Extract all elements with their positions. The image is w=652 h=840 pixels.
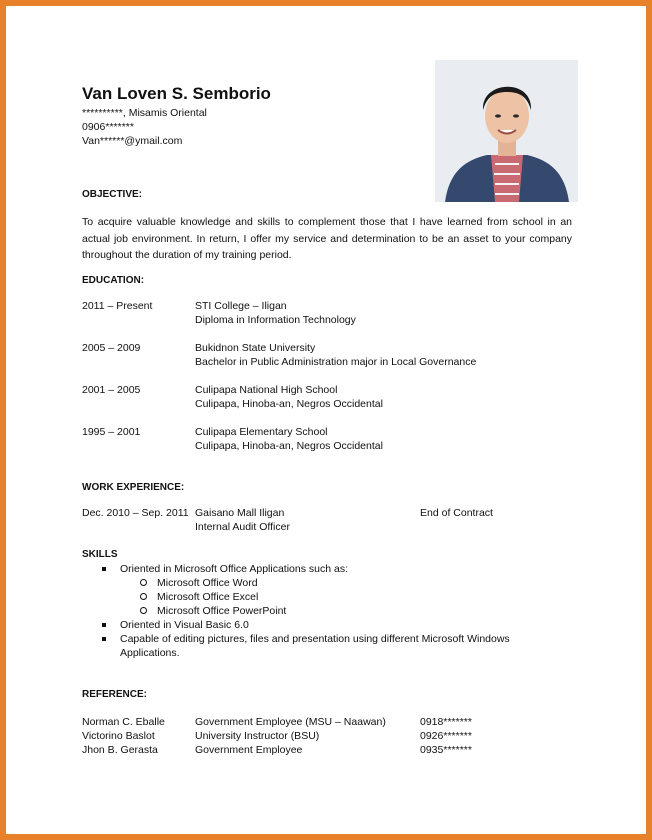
education-heading: EDUCATION: bbox=[82, 275, 145, 286]
sub-skill-item bbox=[140, 590, 258, 604]
circle-bullet-icon bbox=[140, 593, 147, 600]
work-dates: Dec. 2010 – Sep. 2011 bbox=[82, 507, 189, 519]
objective-text: To acquire valuable knowledge and skills to complement those that I have learned from school in an actual job environment. In return, I offer my service and determination to be an asset to your company throughout the duration of my training period. bbox=[82, 216, 572, 261]
education-school: Bukidnon State University bbox=[195, 342, 316, 354]
email: Van******@ymail.com bbox=[82, 135, 183, 147]
reference-role: Government Employee (MSU – Naawan) bbox=[195, 716, 386, 728]
skill-text-continued: Applications. bbox=[120, 647, 180, 659]
skill-text: Capable of editing pictures, files and presentation using different Microsoft Windows bbox=[120, 633, 510, 645]
bullet-icon bbox=[102, 623, 106, 627]
education-years: 2001 – 2005 bbox=[82, 384, 141, 396]
person-portrait-icon bbox=[435, 60, 578, 202]
education-school: Culipapa National High School bbox=[195, 384, 338, 396]
sub-skill-item bbox=[140, 604, 286, 618]
applicant-name: Van Loven S. Semborio bbox=[82, 84, 271, 103]
work-position: Internal Audit Officer bbox=[195, 521, 290, 533]
reference-role: Government Employee bbox=[195, 744, 303, 756]
bullet-icon bbox=[102, 637, 106, 641]
education-detail: Culipapa, Hinoba-an, Negros Occidental bbox=[195, 398, 383, 410]
work-heading: WORK EXPERIENCE: bbox=[82, 482, 185, 493]
reference-name: Victorino Baslot bbox=[82, 730, 155, 742]
skill-item bbox=[102, 618, 249, 632]
circle-bullet-icon bbox=[140, 579, 147, 586]
education-years: 1995 – 2001 bbox=[82, 426, 141, 438]
sub-skill-text: Microsoft Office PowerPoint bbox=[157, 605, 287, 617]
education-years: 2005 – 2009 bbox=[82, 342, 141, 354]
reference-role: University Instructor (BSU) bbox=[195, 730, 320, 742]
reference-phone: 0926******* bbox=[420, 730, 472, 742]
reference-name: Norman C. Eballe bbox=[82, 716, 165, 728]
phone: 0906******* bbox=[82, 121, 134, 133]
skill-text: Oriented in Microsoft Office Applications such as: bbox=[120, 563, 348, 575]
sub-skill-text: Microsoft Office Word bbox=[157, 577, 258, 589]
address: **********, Misamis Oriental bbox=[82, 107, 207, 119]
work-company: Gaisano Mall Iligan bbox=[195, 507, 285, 519]
sub-skill-text: Microsoft Office Excel bbox=[157, 591, 259, 603]
reference-phone: 0918******* bbox=[420, 716, 472, 728]
education-school: Culipapa Elementary School bbox=[195, 426, 328, 438]
skills-heading: SKILLS bbox=[82, 549, 118, 560]
profile-photo bbox=[435, 60, 578, 202]
reference-heading: REFERENCE: bbox=[82, 689, 148, 700]
education-detail: Diploma in Information Technology bbox=[195, 314, 356, 326]
skill-text: Oriented in Visual Basic 6.0 bbox=[120, 619, 249, 631]
work-status: End of Contract bbox=[420, 507, 493, 519]
skill-item bbox=[102, 632, 510, 646]
reference-phone: 0935******* bbox=[420, 744, 472, 756]
bullet-icon bbox=[102, 567, 106, 571]
circle-bullet-icon bbox=[140, 607, 147, 614]
skill-item bbox=[102, 562, 348, 576]
education-school: STI College – Iligan bbox=[195, 300, 287, 312]
education-detail: Culipapa, Hinoba-an, Negros Occidental bbox=[195, 440, 383, 452]
objective-heading: OBJECTIVE: bbox=[82, 189, 143, 200]
education-years: 2011 – Present bbox=[82, 300, 153, 312]
education-detail: Bachelor in Public Administration major in Local Governance bbox=[195, 356, 477, 368]
reference-name: Jhon B. Gerasta bbox=[82, 744, 158, 756]
sub-skill-item bbox=[140, 576, 258, 590]
